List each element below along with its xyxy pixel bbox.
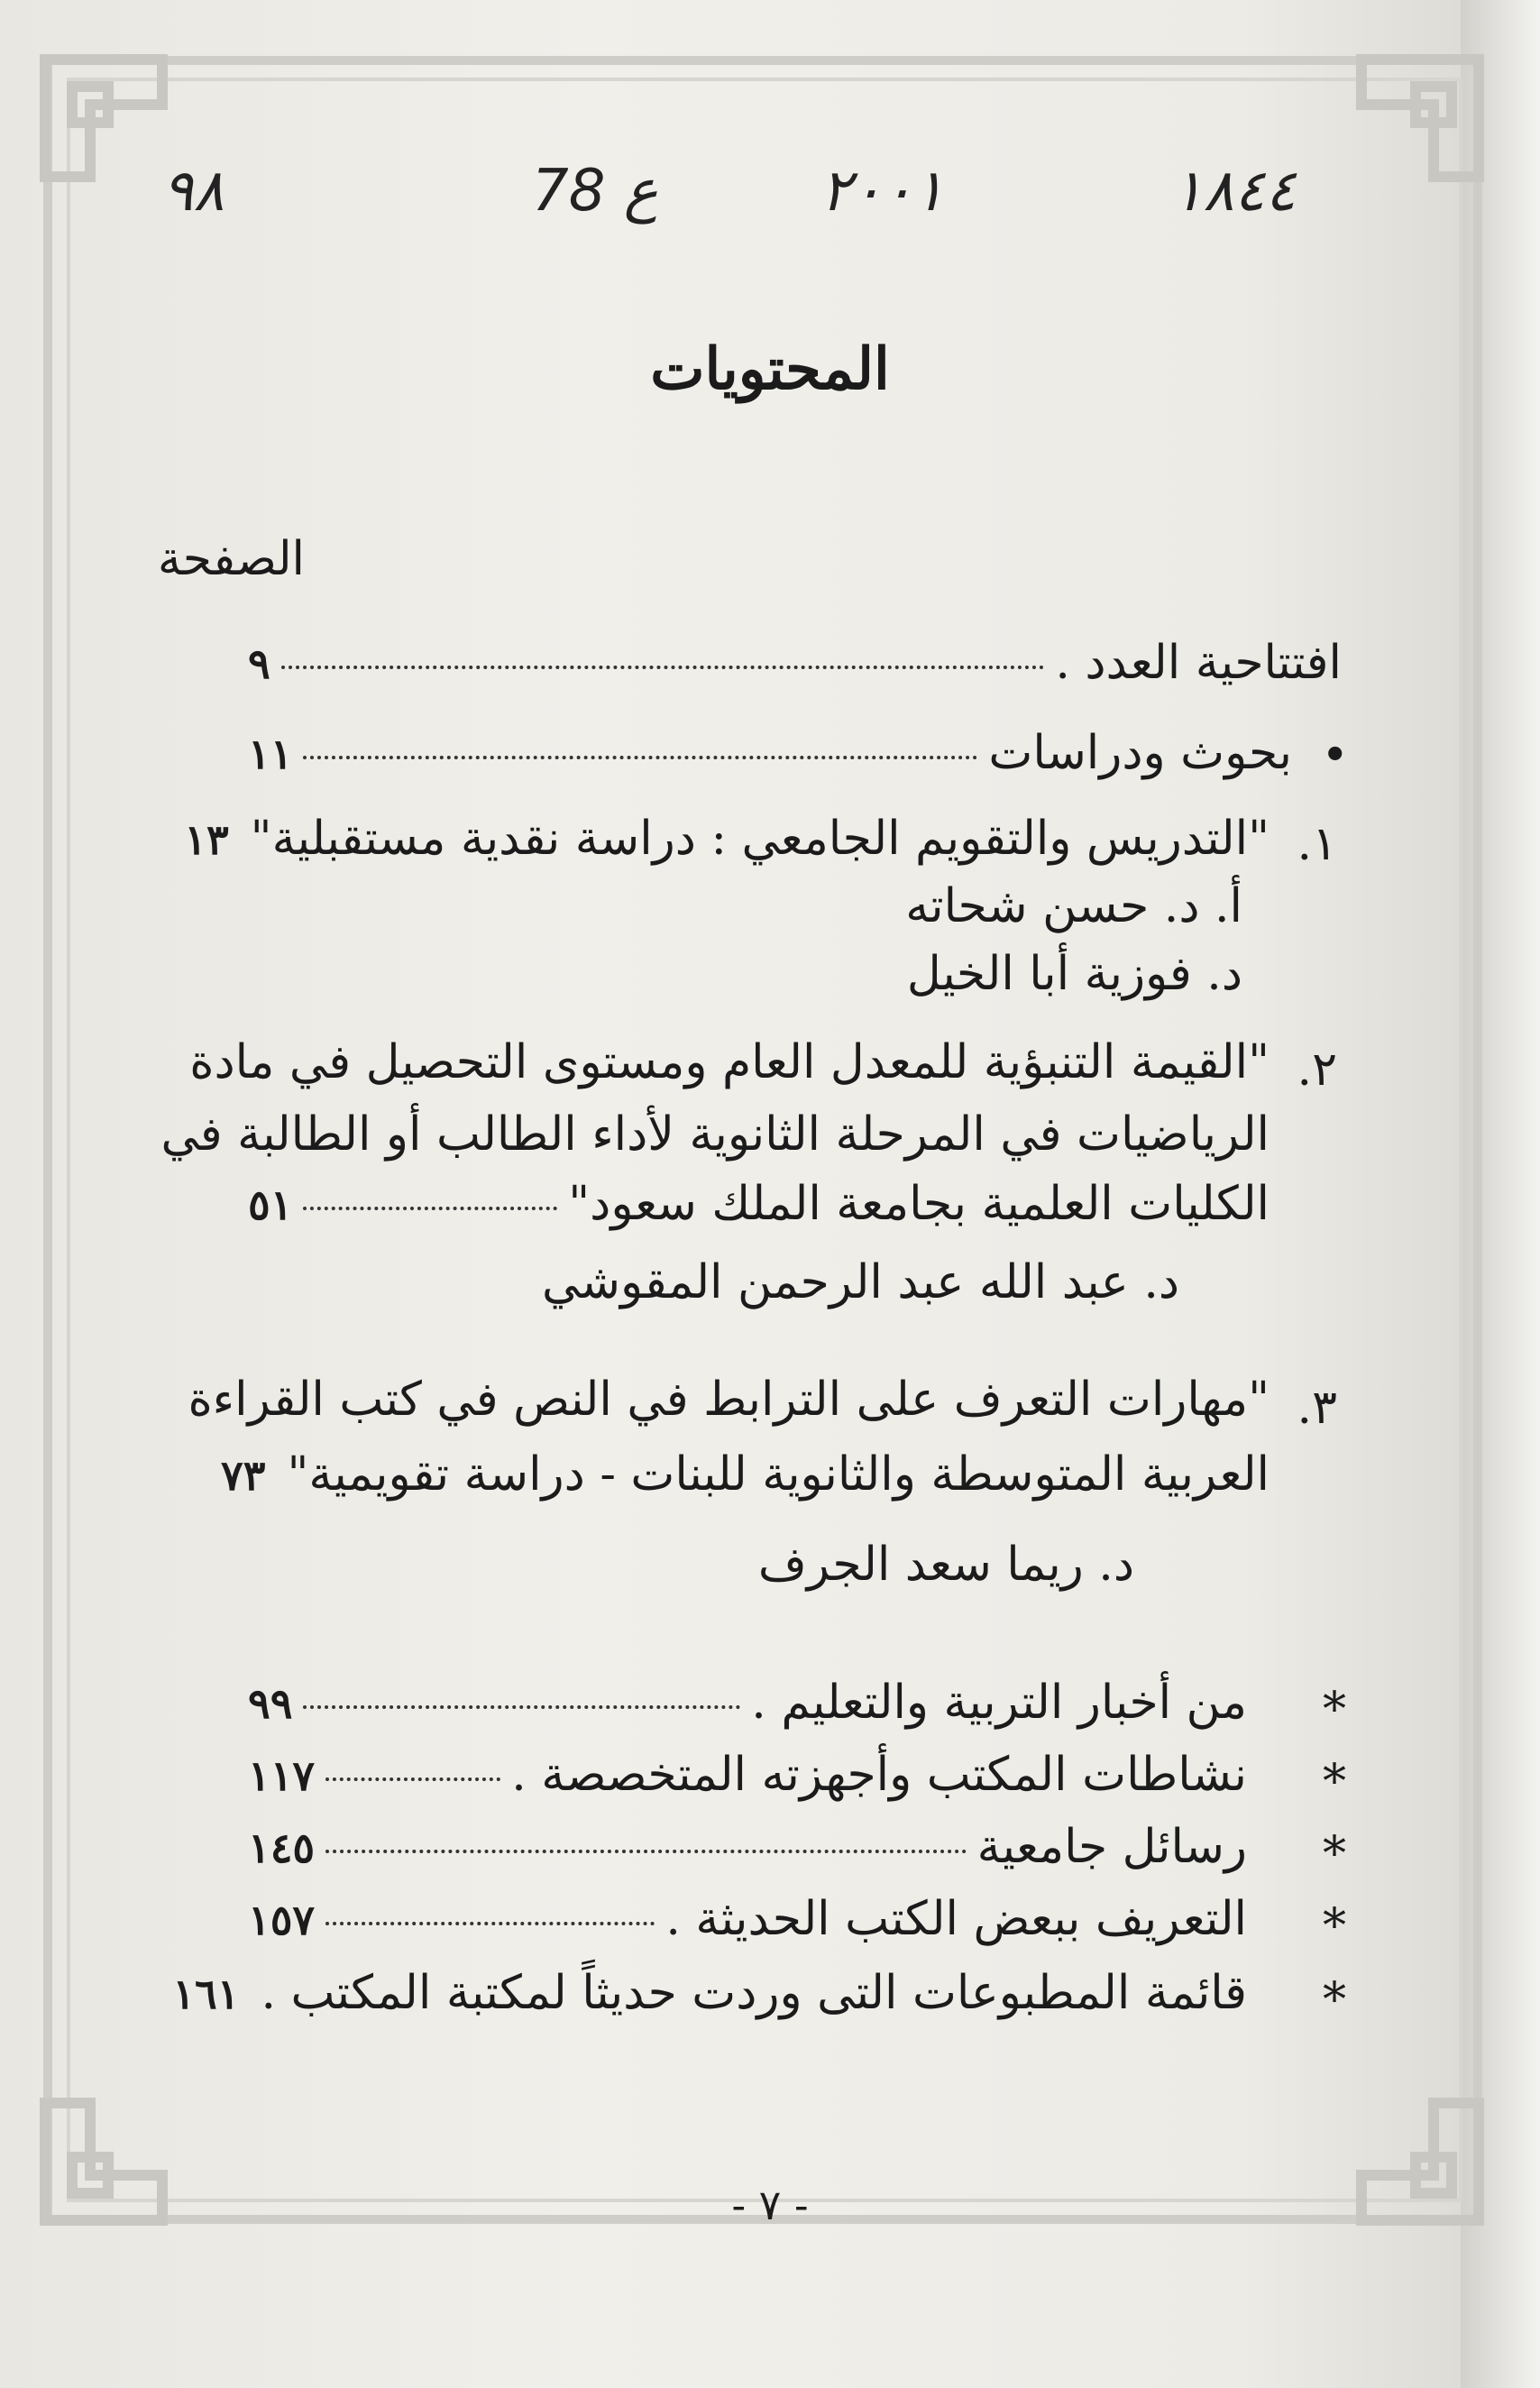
toc-entry-page: ٧٣ xyxy=(221,1451,266,1500)
toc-entry-page: ١١٧ xyxy=(248,1751,316,1800)
toc-entry-title: بحوث ودراسات xyxy=(988,726,1292,780)
leader-dots xyxy=(325,1850,966,1853)
toc-entry-title: افتتاحية العدد . xyxy=(1055,636,1342,690)
leader-dots xyxy=(325,1777,500,1781)
toc-entry xyxy=(248,1892,1247,1946)
page-number: - ٧ - xyxy=(731,2181,809,2229)
author-name: د. فوزية أبا الخيل xyxy=(906,947,1242,1001)
toc-entry xyxy=(184,812,1270,866)
toc-entry-title: نشاطات المكتب وأجهزته المتخصصة . xyxy=(511,1748,1247,1802)
leader-dots xyxy=(303,1207,557,1210)
toc-entry-page: ٩٩ xyxy=(248,1679,293,1728)
toc-entry-title-line: العربية المتوسطة والثانوية للبنات - دراسة تقويمية" xyxy=(287,1447,1270,1502)
author-name: د. ريما سعد الجرف xyxy=(757,1538,1134,1592)
handwritten-note: ٢٠٠١ xyxy=(820,158,945,225)
page-title: المحتويات xyxy=(650,335,890,403)
toc-entry-title: قائمة المطبوعات التى وردت حديثاً لمكتبة المكتب . xyxy=(261,1966,1247,2020)
toc-entry-title: من أخبار التربية والتعليم . xyxy=(751,1676,1247,1730)
toc-entry xyxy=(248,1748,1247,1802)
toc-entry-title-line: "مهارات التعرف على الترابط في النص في كتب القراءة xyxy=(188,1373,1270,1427)
toc-entry-page: ٥١ xyxy=(248,1180,293,1229)
star-marker: * xyxy=(1323,1755,1346,1809)
star-marker: * xyxy=(1323,1683,1346,1737)
leader-dots xyxy=(303,756,977,759)
toc-entry-title: "التدريس والتقويم الجامعي : دراسة نقدية مستقبلية" xyxy=(250,812,1270,866)
toc-entry xyxy=(248,1676,1247,1730)
handwritten-note: 78 ع xyxy=(532,158,658,225)
bullet-marker: • xyxy=(1321,729,1349,783)
frame-corner-ornament-icon xyxy=(36,51,171,186)
toc-entry xyxy=(248,636,1342,690)
toc-entry xyxy=(248,726,1292,780)
leader-dots xyxy=(303,1705,740,1709)
leader-dots xyxy=(325,1922,655,1925)
star-marker: * xyxy=(1323,1827,1346,1881)
toc-entry-page: ١٥٧ xyxy=(248,1896,316,1944)
toc-entry xyxy=(172,1966,1247,2020)
entry-number: ٣. xyxy=(1297,1381,1337,1435)
author-name: أ. د. حسن شحاته xyxy=(905,879,1242,933)
toc-entry-page: ٩ xyxy=(248,639,270,688)
entry-number: ١. xyxy=(1297,817,1337,871)
toc-entry-page: ١٦١ xyxy=(172,1970,240,2018)
toc-entry-title-line: الرياضيات في المرحلة الثانوية لأداء الطالب أو الطالبة في xyxy=(160,1107,1270,1162)
frame-corner-ornament-icon xyxy=(1352,51,1488,186)
toc-entry-title-line: "القيمة التنبؤية للمعدل العام ومستوى التحصيل في مادة xyxy=(189,1035,1270,1089)
leader-dots xyxy=(281,666,1045,669)
page-column-label: الصفحة xyxy=(157,532,305,586)
star-marker: * xyxy=(1323,1973,1346,2027)
entry-number: ٢. xyxy=(1297,1042,1337,1097)
toc-entry-page: ١٣ xyxy=(184,815,229,864)
toc-entry xyxy=(248,1820,1247,1874)
star-marker: * xyxy=(1323,1899,1346,1953)
toc-entry xyxy=(221,1447,1270,1502)
toc-entry-title-line: الكليات العلمية بجامعة الملك سعود" xyxy=(568,1177,1270,1231)
toc-entry-title: التعريف ببعض الكتب الحديثة . xyxy=(665,1892,1247,1946)
toc-entry-title: رسائل جامعية xyxy=(976,1820,1247,1874)
handwritten-note: ١٨٤٤ xyxy=(1172,158,1297,225)
author-name: د. عبد الله عبد الرحمن المقوشي xyxy=(542,1255,1179,1309)
toc-entry-page: ١٤٥ xyxy=(248,1823,316,1872)
toc-entry xyxy=(248,1177,1270,1231)
toc-entry-page: ١١ xyxy=(248,730,293,778)
handwritten-note: ٩٨ xyxy=(162,158,225,225)
